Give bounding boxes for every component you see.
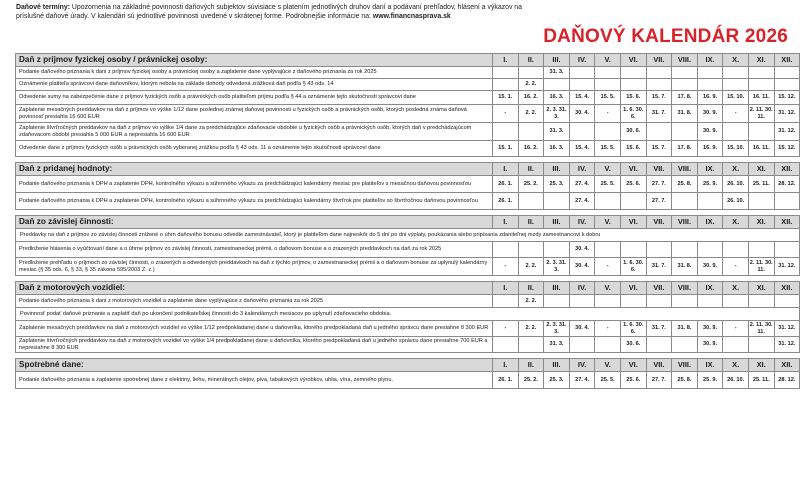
deadline-cell: 31. 8. [672, 258, 698, 276]
deadline-cell: 31. 12. [774, 321, 800, 337]
deadline-cell [697, 67, 723, 79]
deadline-cell: 31. 12. [774, 337, 800, 353]
deadline-cell: 25. 9. [697, 372, 723, 389]
row-description: Oznámenie platiteľa správcovi dane daňovníkov, ktorým nebola na základe dohody odvedená zrážková daň podľa § 43 ods. 14 [16, 79, 493, 91]
deadline-cell: 31. 12. [774, 123, 800, 141]
deadline-cell: 16. 2. [518, 91, 544, 105]
deadline-cell [544, 79, 570, 91]
deadline-cell: 25. 8. [672, 372, 698, 389]
deadline-cell: 25. 11. [748, 372, 774, 389]
deadline-cell [595, 242, 621, 258]
deadline-cell: 15. 12. [774, 91, 800, 105]
deadline-cell: 27. 7. [646, 193, 672, 210]
deadline-cell: 2. 2. [518, 258, 544, 276]
deadline-cell [672, 295, 698, 308]
deadline-cell [672, 337, 698, 353]
deadline-cell: 16. 9. [697, 141, 723, 157]
month-header: II. [518, 163, 544, 176]
deadline-cell: 15. 7. [646, 91, 672, 105]
deadline-cell: 31. 7. [646, 258, 672, 276]
deadline-cell [672, 67, 698, 79]
deadline-cell: 17. 8. [672, 91, 698, 105]
month-header: XI. [748, 359, 774, 372]
deadline-cell: 31. 12. [774, 105, 800, 123]
deadline-cell [697, 242, 723, 258]
deadline-cell: - [723, 321, 749, 337]
month-header: VI. [620, 282, 646, 295]
deadline-cell: 31. 7. [646, 321, 672, 337]
deadline-cell [646, 242, 672, 258]
month-header: III. [544, 216, 570, 229]
deadline-cell: 2. 2. [518, 295, 544, 308]
deadline-cell: 25. 8. [672, 176, 698, 193]
deadline-cell: 25. 3. [544, 176, 570, 193]
deadline-cell: 15. 7. [646, 141, 672, 157]
row-description: Zaplatenie mesačných preddavkov na daň z motorových vozidiel vo výške 1/12 predpokladanej dane u daňovníka, ktorého predpokladaná daň u jedného správcu dane presiahne 8 300 EUR [16, 321, 493, 337]
deadline-cell: 26. 1. [493, 176, 519, 193]
deadline-cell: 2. 3. 31. 3. [544, 258, 570, 276]
deadline-cell: 16. 11. [748, 91, 774, 105]
deadline-cell: 27. 4. [569, 176, 595, 193]
deadline-cell: 26. 10. [723, 176, 749, 193]
month-header: IV. [569, 282, 595, 295]
table-row [16, 242, 800, 258]
month-header: XI. [748, 282, 774, 295]
table-row [16, 258, 800, 276]
month-header: VI. [620, 216, 646, 229]
deadline-cell: 30. 6. [620, 123, 646, 141]
deadline-cell [620, 79, 646, 91]
deadline-cell [595, 295, 621, 308]
month-header: I. [493, 216, 519, 229]
table-row [16, 308, 800, 321]
deadline-cell [723, 337, 749, 353]
deadline-cell [672, 79, 698, 91]
deadline-cell: 30. 4. [569, 242, 595, 258]
deadline-cell [569, 123, 595, 141]
deadline-cell: - [493, 105, 519, 123]
month-header: IX. [697, 359, 723, 372]
deadline-cell: 15. 4. [569, 141, 595, 157]
section-header-row [16, 54, 800, 67]
deadline-cell [544, 193, 570, 210]
month-header: X. [723, 163, 749, 176]
deadline-cell [748, 67, 774, 79]
deadline-cell [748, 295, 774, 308]
row-description: Zaplatenie štvrťročných preddavkov na daň z motorových vozidiel vo výške 1/4 predpokladanej dane u daňovníka, ktorého predpokladaná daň u jedného správcu dane presiahne 700 EUR a nepresiahne 8 300 EUR [16, 337, 493, 353]
deadline-cell: 16. 9. [697, 91, 723, 105]
month-header: XI. [748, 163, 774, 176]
month-header: IV. [569, 163, 595, 176]
section-title: Spotrebné dane: [16, 359, 493, 372]
deadline-cell: 27. 4. [569, 193, 595, 210]
deadline-cell: 16. 11. [748, 141, 774, 157]
deadline-cell [672, 123, 698, 141]
deadline-cell [723, 79, 749, 91]
month-header: VIII. [672, 282, 698, 295]
month-header: V. [595, 54, 621, 67]
month-header: I. [493, 163, 519, 176]
deadline-cell [774, 242, 800, 258]
deadline-cell: 25. 6. [620, 372, 646, 389]
deadline-cell [518, 337, 544, 353]
deadline-cell: 26. 1. [493, 193, 519, 210]
deadline-cell: 25. 5. [595, 176, 621, 193]
month-header: XII. [774, 359, 800, 372]
deadline-cell [723, 242, 749, 258]
deadline-cell: 15. 10. [723, 91, 749, 105]
row-description: Odvedenie dane z príjmov fyzických osôb a právnických osôb vyberanej zrážkou podľa § 43 ods. 11 a oznámenie tejto skutočnosti správcovi dane [16, 141, 493, 157]
deadline-cell [697, 79, 723, 91]
month-header: IX. [697, 54, 723, 67]
full-width-note: Povinnosť podať daňové priznanie a zaplatiť daň po ukončení podnikateľskej činnosti do 3 kalendárnych mesiacov po uplynutí zdaňovacieho obdobia. [16, 308, 800, 321]
deadline-cell: - [595, 321, 621, 337]
deadline-cell: 27. 7. [646, 176, 672, 193]
deadline-cell: 31. 3. [544, 67, 570, 79]
month-header: XI. [748, 216, 774, 229]
deadline-cell [646, 295, 672, 308]
deadline-cell [748, 242, 774, 258]
deadline-cell [595, 193, 621, 210]
month-header: IX. [697, 216, 723, 229]
month-header: II. [518, 282, 544, 295]
deadline-cell: 15. 6. [620, 91, 646, 105]
deadline-cell: - [723, 105, 749, 123]
month-header: III. [544, 282, 570, 295]
deadline-cell [774, 67, 800, 79]
deadline-cell: 30. 9. [697, 105, 723, 123]
deadline-cell: 25. 11. [748, 176, 774, 193]
deadline-cell [569, 79, 595, 91]
deadline-cell: 28. 12. [774, 176, 800, 193]
month-header: XII. [774, 54, 800, 67]
deadline-cell: 25. 9. [697, 176, 723, 193]
month-header: IX. [697, 163, 723, 176]
deadline-cell [723, 123, 749, 141]
deadline-cell [672, 242, 698, 258]
deadline-cell [493, 295, 519, 308]
deadline-cell [569, 67, 595, 79]
deadline-cell: 30. 4. [569, 105, 595, 123]
deadline-cell: 15. 1. [493, 141, 519, 157]
deadline-cell: 16. 3. [544, 91, 570, 105]
deadline-cell [493, 337, 519, 353]
deadline-cell: 31. 3. [544, 337, 570, 353]
section-header-row [16, 359, 800, 372]
deadline-cell [620, 193, 646, 210]
table-row [16, 321, 800, 337]
row-description: Podanie daňového priznania k DPH a zaplatenie DPH, kontrolného výkazu a súhrnného výkazu za predchádzajúci kalendárny štvrťrok pre platiteľov so štvrťročnou daňovou povinnosťou [16, 193, 493, 210]
table-row [16, 91, 800, 105]
month-header: IX. [697, 282, 723, 295]
deadline-cell: 31. 12. [774, 258, 800, 276]
deadline-cell [723, 295, 749, 308]
month-header: IV. [569, 54, 595, 67]
page-title: DAŇOVÝ KALENDÁR 2026 [543, 26, 788, 47]
deadline-cell [646, 123, 672, 141]
month-header: XI. [748, 54, 774, 67]
deadline-cell: 1. 6. 30. 6. [620, 258, 646, 276]
month-header: V. [595, 163, 621, 176]
deadline-cell [493, 67, 519, 79]
deadline-cell: 30. 9. [697, 321, 723, 337]
deadline-cell: 31. 7. [646, 105, 672, 123]
month-header: V. [595, 282, 621, 295]
section-title: Daň zo závislej činnosti: [16, 216, 493, 229]
month-header: VII. [646, 163, 672, 176]
month-header: V. [595, 359, 621, 372]
section-header-row [16, 282, 800, 295]
deadline-cell [569, 295, 595, 308]
month-header: IV. [569, 359, 595, 372]
deadline-cell: 15. 10. [723, 141, 749, 157]
month-header: III. [544, 359, 570, 372]
deadline-cell: 15. 5. [595, 141, 621, 157]
deadline-cell [595, 337, 621, 353]
month-header: X. [723, 54, 749, 67]
deadline-cell: 26. 1. [493, 372, 519, 389]
month-header: XII. [774, 282, 800, 295]
deadline-cell [748, 337, 774, 353]
deadline-cell: 25. 5. [595, 372, 621, 389]
deadline-cell [493, 242, 519, 258]
row-description: Zaplatenie mesačných preddavkov na daň z príjmov vo výške 1/12 dane poslednej známej daňovej povinnosti u fyzických osôb a právnických osôb, ktorých posledná známa daňová povinnosť presiahla 16 600 EUR [16, 105, 493, 123]
deadline-cell: 31. 3. [544, 123, 570, 141]
table-row [16, 229, 800, 242]
month-header: XII. [774, 163, 800, 176]
month-header: II. [518, 359, 544, 372]
section-title: Daň z pridanej hodnoty: [16, 163, 493, 176]
deadline-cell [620, 67, 646, 79]
table-row [16, 372, 800, 389]
section-header-row [16, 163, 800, 176]
deadline-cell: 15. 4. [569, 91, 595, 105]
deadline-cell: 2. 2. [518, 79, 544, 91]
month-header: VII. [646, 54, 672, 67]
deadline-cell [774, 79, 800, 91]
deadline-cell: 30. 6. [620, 337, 646, 353]
table-row [16, 193, 800, 210]
month-header: VIII. [672, 163, 698, 176]
table-row [16, 123, 800, 141]
deadline-cell: 2. 11. 30. 11. [748, 105, 774, 123]
deadline-cell: 2. 3. 31. 3. [544, 321, 570, 337]
month-header: I. [493, 359, 519, 372]
section-title: Daň z motorových vozidiel: [16, 282, 493, 295]
deadline-cell: 2. 2. [518, 321, 544, 337]
deadline-cell [595, 67, 621, 79]
month-header: I. [493, 282, 519, 295]
row-description: Predloženie prehľadu o príjmoch zo závislej činnosti, o zrazených a odvedených preddavkoch na daň z týchto príjmov, o zamestnaneckej prémii a o daňovom bonuse za uplynulý kalendárny mesiac (§ 35 ods. 6, § 33, § 35 zákona 595/2003 Z. z.) [16, 258, 493, 276]
deadline-cell: 16. 2. [518, 141, 544, 157]
month-header: II. [518, 216, 544, 229]
deadline-cell [544, 242, 570, 258]
header-note-label: Daňové termíny: [16, 4, 70, 11]
deadline-cell: 30. 9. [697, 258, 723, 276]
deadline-cell: 15. 6. [620, 141, 646, 157]
deadline-cell [697, 295, 723, 308]
month-header: III. [544, 54, 570, 67]
deadline-cell [544, 295, 570, 308]
deadline-cell: 15. 1. [493, 91, 519, 105]
month-header: VII. [646, 216, 672, 229]
deadline-cell [518, 242, 544, 258]
month-header: VI. [620, 54, 646, 67]
table-row [16, 295, 800, 308]
deadline-cell: - [595, 258, 621, 276]
deadline-cell: 28. 12. [774, 372, 800, 389]
header-note-link[interactable]: www.financnasprava.sk [372, 13, 451, 21]
deadline-cell [672, 193, 698, 210]
month-header: I. [493, 54, 519, 67]
deadline-cell: 25. 6. [620, 176, 646, 193]
deadline-cell: 30. 4. [569, 321, 595, 337]
deadline-cell: 2. 11. 30. 11. [748, 258, 774, 276]
deadline-cell: 2. 2. [518, 105, 544, 123]
deadline-cell [620, 295, 646, 308]
month-header: VIII. [672, 359, 698, 372]
deadline-cell: 30. 9. [697, 123, 723, 141]
row-description: Predloženie hlásenia o vyúčtovaní dane a o úhrne príjmov zo závislej činnosti, zamestnaneckej prémii, o daňovom bonuse a o zrazených preddavkoch na daň za rok 2025 [16, 242, 493, 258]
deadline-cell: 25. 2. [518, 372, 544, 389]
deadline-cell [620, 242, 646, 258]
deadline-cell [518, 67, 544, 79]
deadline-cell: - [723, 258, 749, 276]
table-row [16, 67, 800, 79]
month-header: XII. [774, 216, 800, 229]
month-header: V. [595, 216, 621, 229]
table-row [16, 141, 800, 157]
deadline-cell: 26. 10. [723, 193, 749, 210]
full-width-note: Preddavky na daň z príjmov zo závislej činnosti znížené o úhrn daňového bonusu odvedie zamestnávateľ, ktorý je platiteľom dane najneskôr do 5 dní po dni výplaty, poukázania alebo pripísania zdaniteľnej mzdy zamestnancovi k dobru [16, 229, 800, 242]
month-header: X. [723, 359, 749, 372]
header-note [16, 3, 536, 21]
deadline-cell [723, 67, 749, 79]
deadline-cell: 15. 12. [774, 141, 800, 157]
month-header: VIII. [672, 54, 698, 67]
deadline-cell [646, 67, 672, 79]
deadline-cell [493, 123, 519, 141]
deadline-cell: 26. 10. [723, 372, 749, 389]
deadline-cell [518, 123, 544, 141]
row-description: Podanie daňového priznania a zaplatenie spotrebnej dane z elektriny, liehu, minerálnych olejov, piva, tabakových výrobkov, uhlia, vína, zemného plynu. [16, 372, 493, 389]
month-header: II. [518, 54, 544, 67]
deadline-cell: 30. 4. [569, 258, 595, 276]
deadline-cell: 25. 3. [544, 372, 570, 389]
month-header: IV. [569, 216, 595, 229]
deadline-cell [748, 193, 774, 210]
month-header: X. [723, 282, 749, 295]
deadline-cell: 31. 8. [672, 321, 698, 337]
deadline-cell [646, 79, 672, 91]
deadline-cell: 25. 2. [518, 176, 544, 193]
deadline-cell [595, 79, 621, 91]
deadline-cell: - [595, 105, 621, 123]
deadline-cell: 15. 5. [595, 91, 621, 105]
table-row [16, 79, 800, 91]
month-header: VII. [646, 282, 672, 295]
month-header: X. [723, 216, 749, 229]
deadline-cell: 16. 3. [544, 141, 570, 157]
deadline-cell [569, 337, 595, 353]
tax-calendar-table [15, 53, 800, 389]
deadline-cell: 27. 4. [569, 372, 595, 389]
deadline-cell [493, 79, 519, 91]
deadline-cell [518, 193, 544, 210]
month-header: VII. [646, 359, 672, 372]
row-description: Podanie daňového priznania k dani z príjmov fyzickej osoby a právnickej osoby a zaplatenie dane vyplývajúce z daňového priznania za rok 2025 [16, 67, 493, 79]
row-description: Zaplatenie štvrťročných preddavkov na daň z príjmov vo výške 1/4 dane za predchádzajúce zdaňovacie obdobie u fyzických osôb a právnických osôb, ktorých daň v predchádzajúcom zdaňovacom období presiahla 5 000 EUR a nepresiahla 16 600 EUR [16, 123, 493, 141]
row-description: Podanie daňového priznania k dani z motorových vozidiel a zaplatenie dane vyplývajúce z daňového priznania za rok 2025 [16, 295, 493, 308]
deadline-cell [697, 193, 723, 210]
section-header-row [16, 216, 800, 229]
deadline-cell: 2. 3. 31. 3. [544, 105, 570, 123]
row-description: Odvedenie sumy na zabezpečenie dane z príjmov fyzických osôb a právnických osôb platiteľom príjmu podľa § 44 a oznámenie tejto skutočnosti správcovi dane [16, 91, 493, 105]
deadline-cell [646, 337, 672, 353]
deadline-cell [595, 123, 621, 141]
table-row [16, 176, 800, 193]
deadline-cell [774, 193, 800, 210]
deadline-cell: - [493, 258, 519, 276]
section-title: Daň z príjmov fyzickej osoby / právnickej osoby: [16, 54, 493, 67]
deadline-cell: 1. 6. 30. 6. [620, 321, 646, 337]
deadline-cell: 30. 9. [697, 337, 723, 353]
row-description: Podanie daňového priznania k DPH a zaplatenie DPH, kontrolného výkazu a súhrnného výkazu za predchádzajúci kalendárny mesiac pre platiteľov s mesačnou daňovou povinnosťou [16, 176, 493, 193]
deadline-cell: 1. 6. 30. 6. [620, 105, 646, 123]
deadline-cell [748, 79, 774, 91]
month-header: VI. [620, 163, 646, 176]
deadline-cell: 31. 8. [672, 105, 698, 123]
deadline-cell: - [493, 321, 519, 337]
deadline-cell: 2. 11. 30. 11. [749, 321, 773, 335]
month-header: VIII. [672, 216, 698, 229]
deadline-cell: 17. 8. [672, 141, 698, 157]
table-row [16, 337, 800, 353]
deadline-cell [774, 295, 800, 308]
deadline-cell [748, 123, 774, 141]
month-header: III. [544, 163, 570, 176]
deadline-cell: 27. 7. [646, 372, 672, 389]
month-header: VI. [620, 359, 646, 372]
table-row [16, 105, 800, 123]
header-note-text: Upozornenia na základné povinnosti daňových subjektov súvisiace s platením jednotlivých druhov daní a podávaní prehľadov, hlásení a výkazov na príslušné daňové úrady. V kalendári sú jednotlivé povinnosti uvedené v skrátenej forme. Podrobnejšie informácie na: [16, 4, 522, 21]
